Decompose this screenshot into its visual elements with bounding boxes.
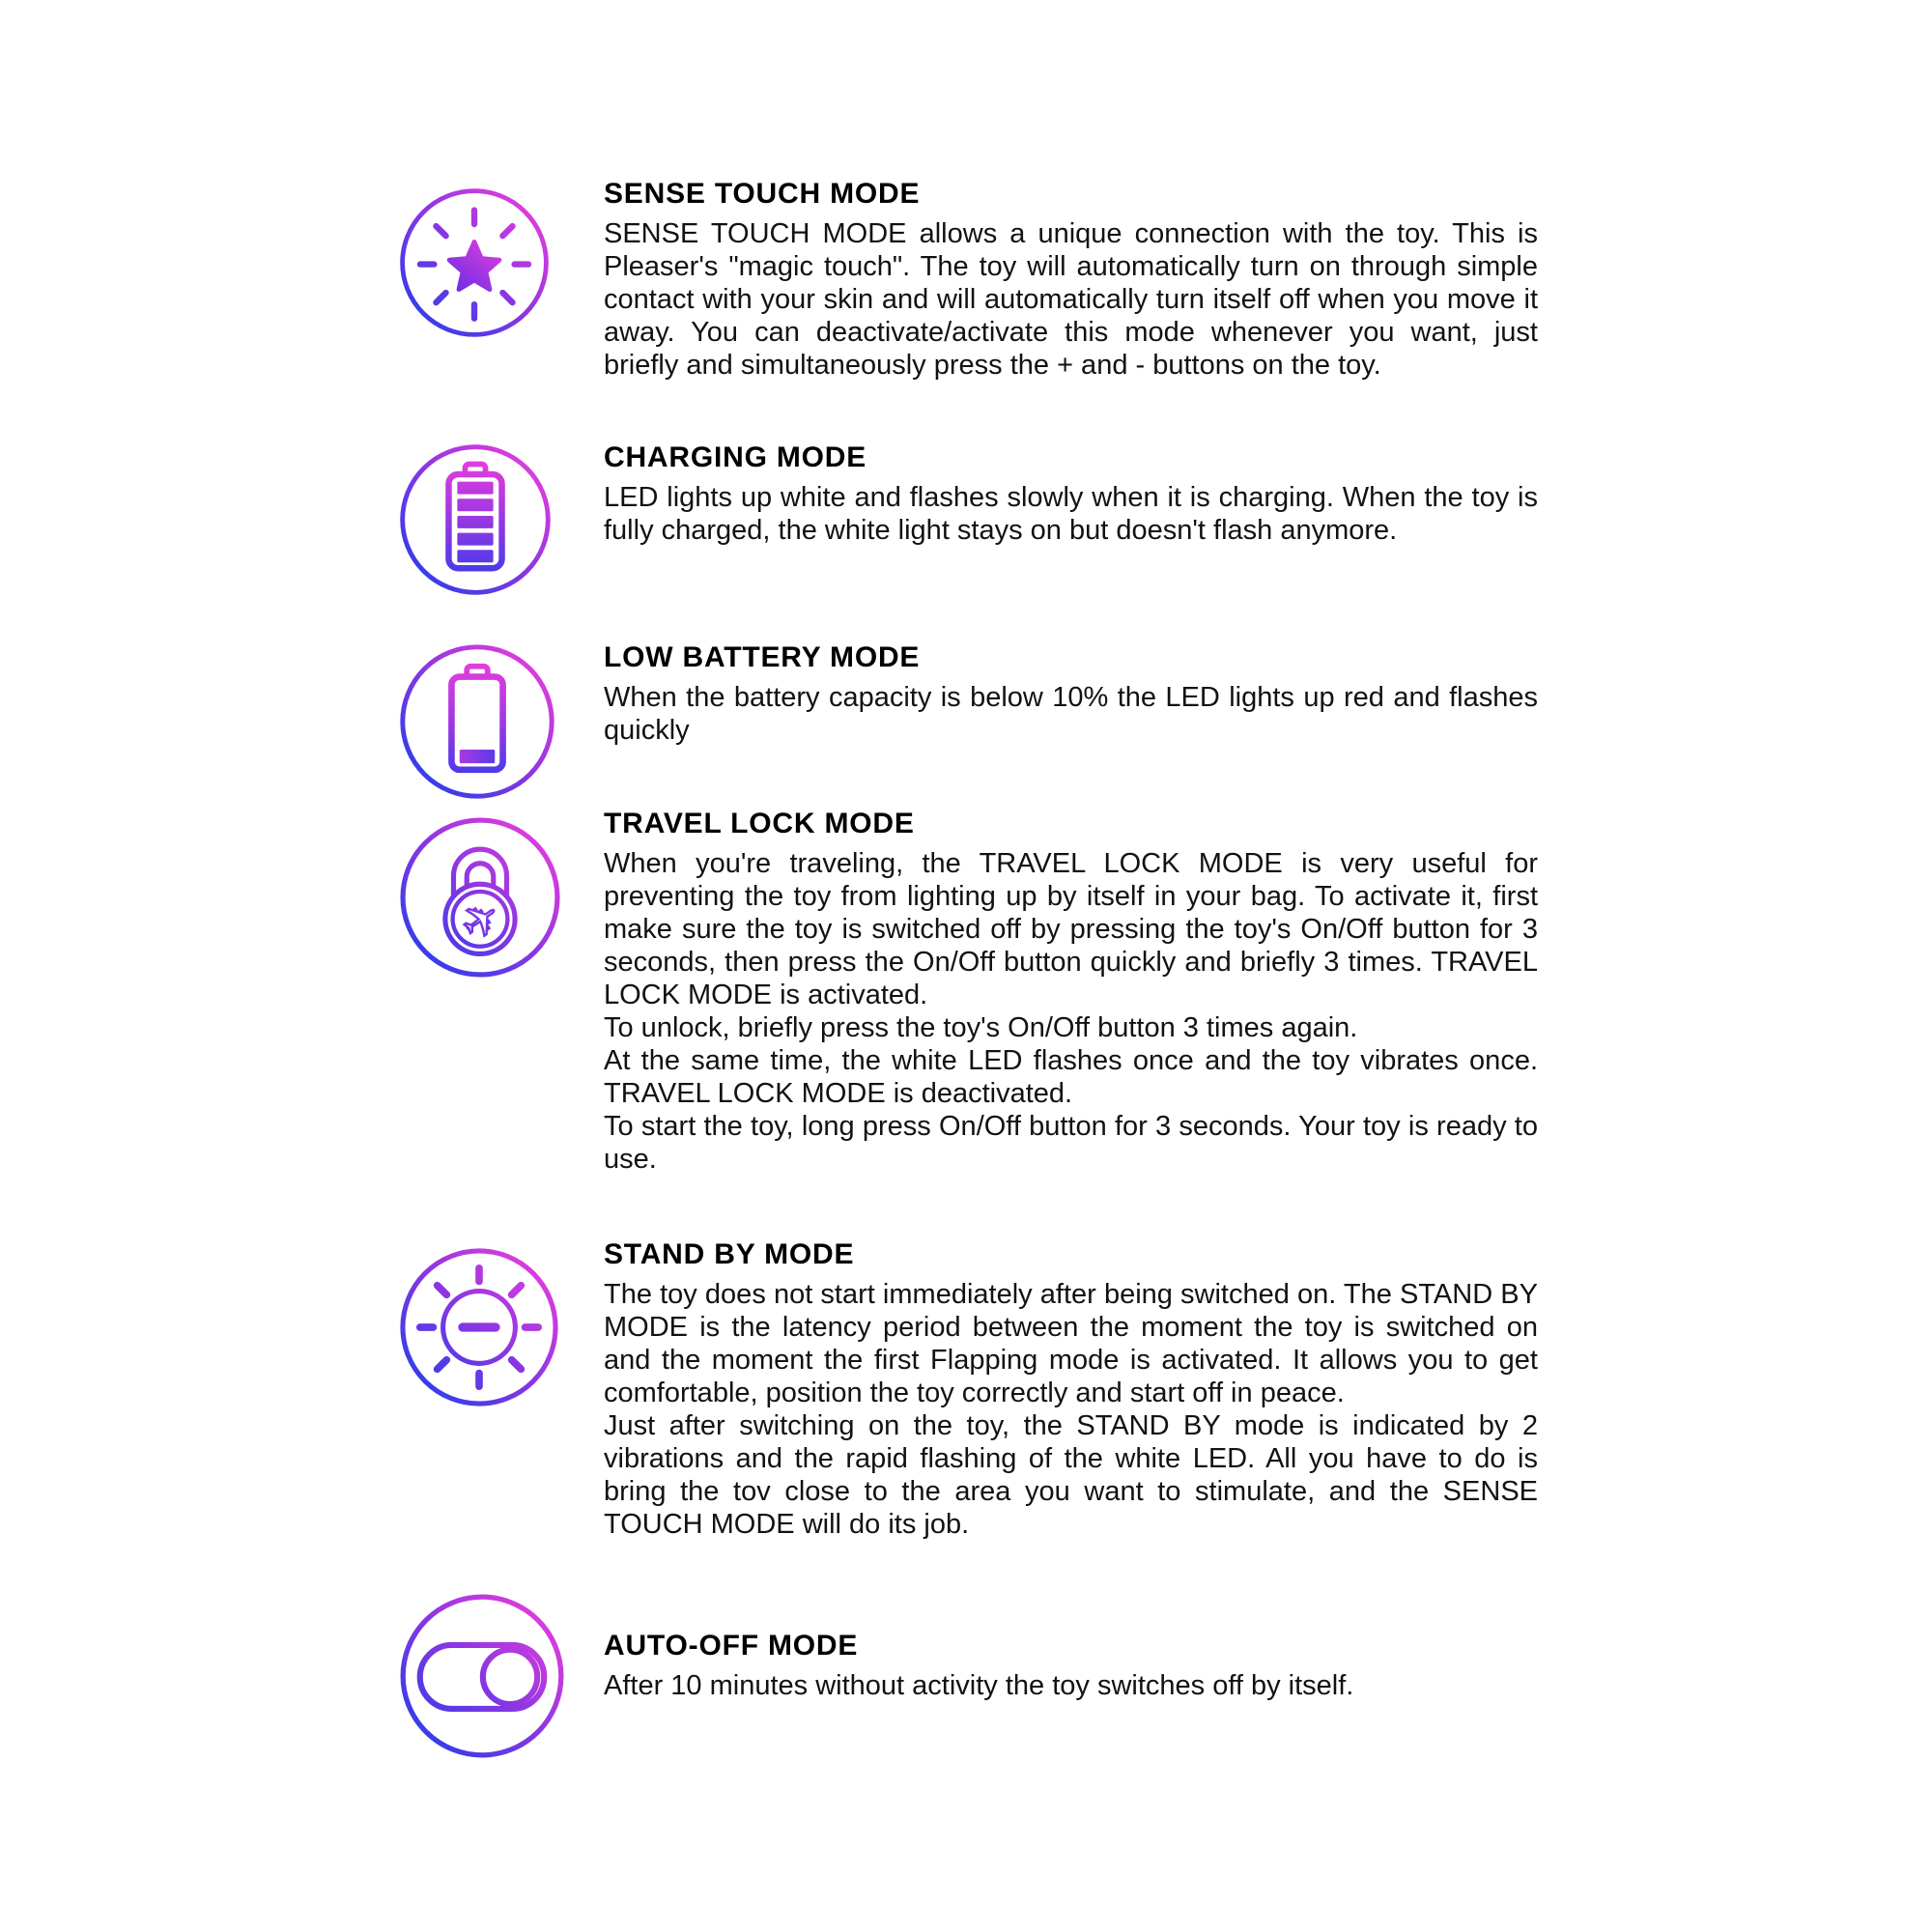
section-paragraph: After 10 minutes without activity the toy switches off by itself. xyxy=(604,1670,1354,1701)
section-paragraph: SENSE TOUCH MODE allows a unique connection with the toy. This is Pleaser's "magic touch". The toy will automatically turn on through simple contact with your skin and will automatically turn itself off when you move it away. You can deactivate/activate this mode whenever you want, just briefly and simultaneously press the + and - buttons on the toy. xyxy=(604,218,1538,381)
section-sense-touch xyxy=(604,177,1538,382)
battery-low-icon xyxy=(397,641,557,802)
svg-text:✈: ✈ xyxy=(450,888,512,953)
section-title: SENSE TOUCH MODE xyxy=(604,178,921,210)
section-title: LOW BATTERY MODE xyxy=(604,641,921,673)
section-paragraph: LED lights up white and flashes slowly when it is charging. When the toy is fully charged, the white light stays on but doesn't flash anymore. xyxy=(604,482,1538,546)
section-paragraph: When the battery capacity is below 10% the LED lights up red and flashes quickly xyxy=(604,682,1538,746)
section-paragraph: Just after switching on the toy, the STAND BY mode is indicated by 2 vibrations and the rapid flashing of the white LED. All you have to do is bring the tov close to the area you want to stimulate, and the SENSE TOUCH MODE will do its job. xyxy=(604,1410,1538,1540)
section-title: CHARGING MODE xyxy=(604,441,867,473)
section-stand-by xyxy=(604,1237,1538,1541)
section-travel-lock xyxy=(604,807,1538,1176)
toggle-switch-icon xyxy=(397,1591,567,1761)
section-paragraph: The toy does not start immediately after being switched on. The STAND BY MODE is the latency period between the moment the toy is switched on and the moment the first Flapping mode is activated. It allows you to get comfortable, position the toy correctly and start off in peace. xyxy=(604,1279,1538,1408)
section-low-battery xyxy=(604,640,1538,747)
battery-charging-icon xyxy=(397,441,554,598)
section-title: TRAVEL LOCK MODE xyxy=(604,808,915,839)
section-paragraph: To unlock, briefly press the toy's On/Off button 3 times again. xyxy=(604,1012,1358,1043)
section-charging xyxy=(604,440,1538,547)
standby-sun-icon xyxy=(397,1245,561,1409)
section-auto-off xyxy=(604,1629,1538,1702)
section-paragraph: At the same time, the white LED flashes once and the toy vibrates once. TRAVEL LOCK MODE is deactivated. xyxy=(604,1045,1538,1109)
star-burst-icon xyxy=(397,185,552,340)
section-paragraph: To start the toy, long press On/Off button for 3 seconds. Your toy is ready to use. xyxy=(604,1111,1538,1175)
section-title: STAND BY MODE xyxy=(604,1238,855,1270)
section-title: AUTO-OFF MODE xyxy=(604,1630,859,1662)
travel-lock-icon xyxy=(397,814,563,980)
section-paragraph: When you're traveling, the TRAVEL LOCK MODE is very useful for preventing the toy from lighting up by itself in your bag. To activate it, first make sure the toy is switched off by pressing the toy's On/Off button for 3 seconds, then press the On/Off button quickly and briefly 3 times. TRAVEL LOCK MODE is activated. xyxy=(604,848,1538,1010)
